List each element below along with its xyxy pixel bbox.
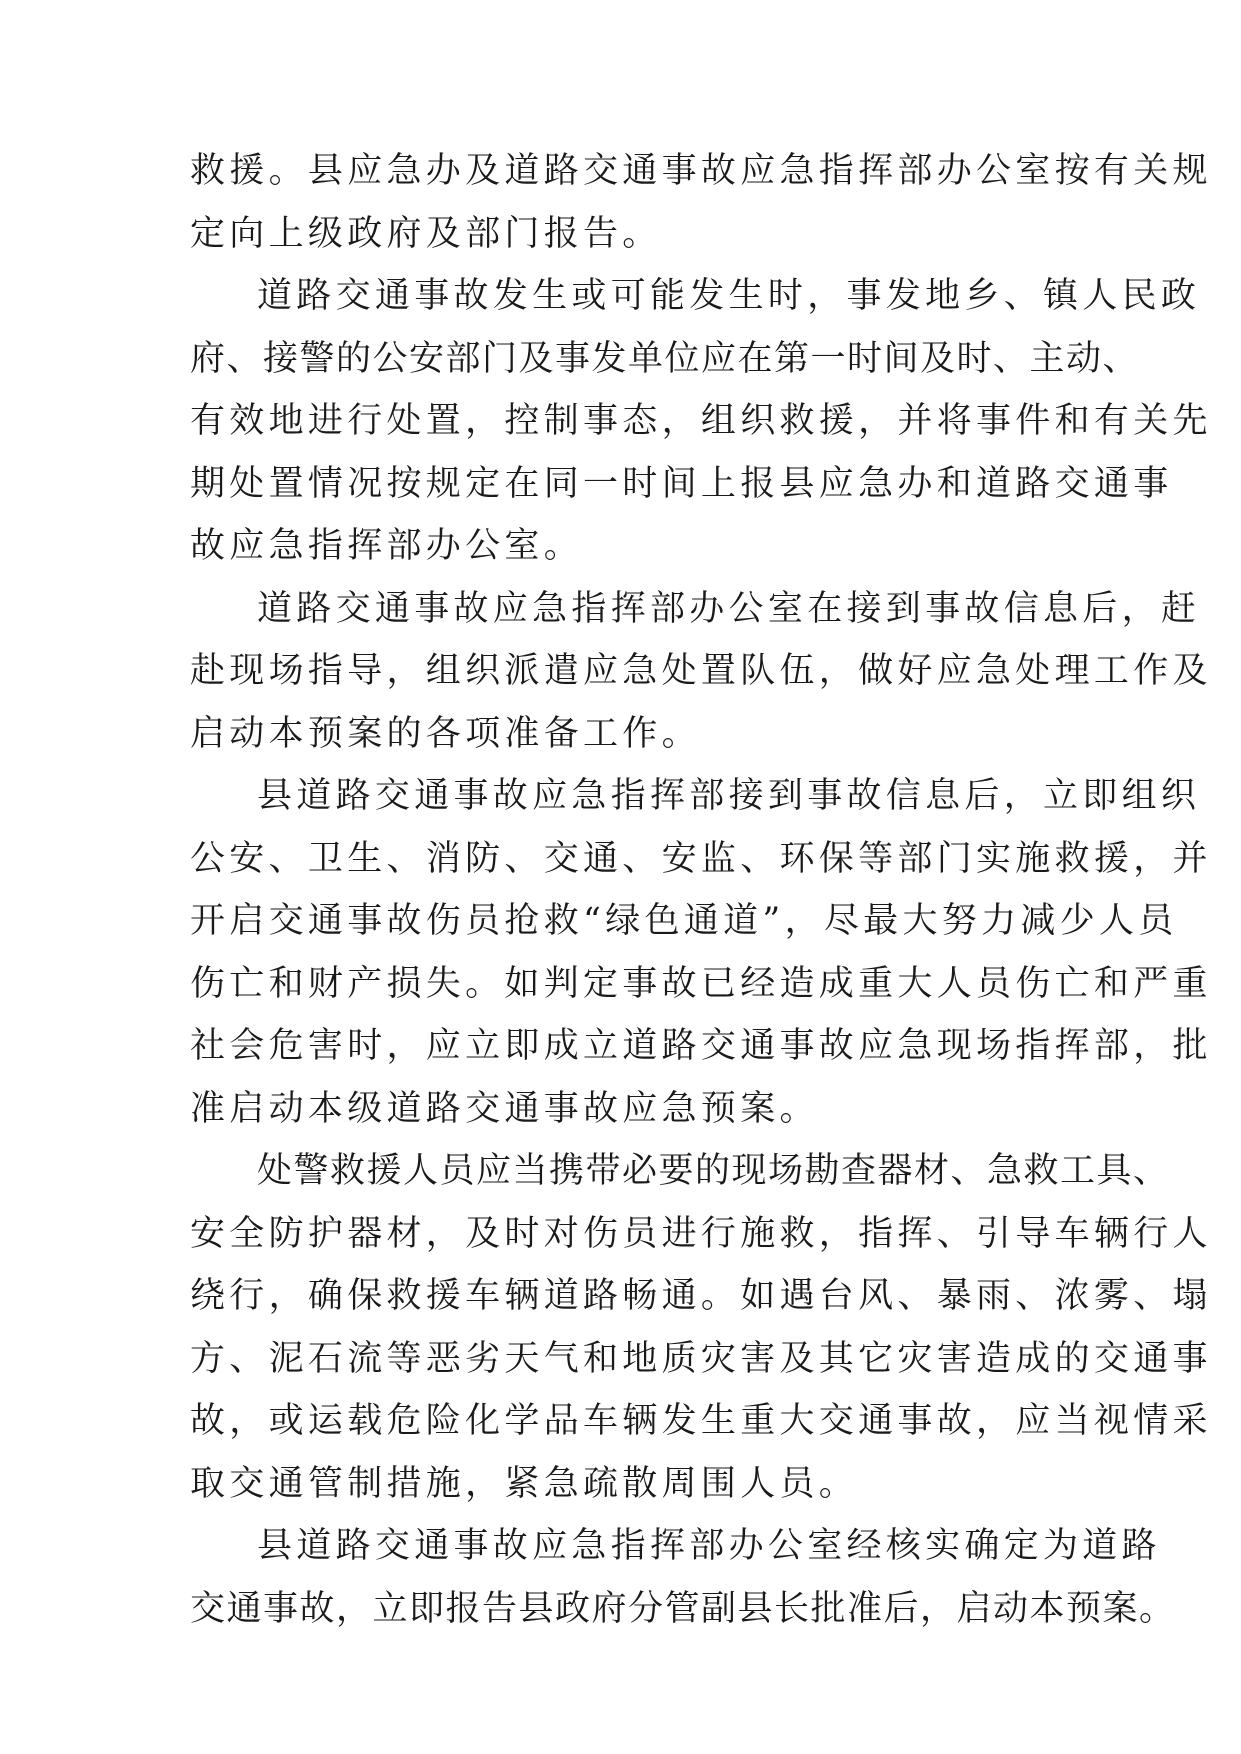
text-line: 期处置情况按规定在同一时间上报县应急办和道路交通事 [190,463,1173,504]
text-line: 开启交通事故伤员抢救“绿色通道”，尽最大努力减少人员 [190,901,1178,941]
text-line: 定向上级政府及部门报告。 [190,213,662,254]
text-line: 伤亡和财产损失。如判定事故已经造成重大人员伤亡和严重 [190,963,1212,1004]
text-line: 处警救援人员应当携带必要的现场勘查器材、急救工具、 [257,1151,1170,1191]
text-line: 道路交通事故发生或可能发生时，事发地乡、镇人民政 [257,276,1201,316]
text-line: 府、接警的公安部门及事发单位应在第一时间及时、主动、 [190,338,1140,379]
text-line: 有效地进行处置，控制事态，组织救援，并将事件和有关先 [190,401,1212,441]
paragraph [190,765,1212,1140]
text-line: 故应急指挥部办公室。 [190,526,584,566]
text-line: 救援。县应急办及道路交通事故应急指挥部办公室按有关规 [190,151,1212,191]
text-line: 道路交通事故应急指挥部办公室在接到事故信息后，赶 [257,588,1201,629]
text-line: 绕行，确保救援车辆道路畅通。如遇台风、暴雨、浓雾、塌 [190,1276,1212,1316]
text-line: 取交通管制措施，紧急疏散周围人员。 [190,1463,859,1504]
text-line: 故，或运载危险化学品车辆发生重大交通事故，应当视情采 [190,1401,1212,1441]
text-line: 交通事故，立即报告县政府分管副县长批准后，启动本预案。 [190,1588,1176,1629]
text-line: 社会危害时，应立即成立道路交通事故应急现场指挥部，批 [190,1026,1212,1066]
paragraph [190,140,1212,265]
text-line: 启动本预案的各项准备工作。 [190,713,701,754]
text-line: 县道路交通事故应急指挥部接到事故信息后，立即组织 [257,776,1201,816]
text-line: 方、泥石流等恶劣天气和地质灾害及其它灾害造成的交通事 [190,1338,1212,1379]
text-line: 县道路交通事故应急指挥部办公室经核实确定为道路 [257,1526,1161,1566]
text-line: 赴现场指导，组织派遣应急处置队伍，做好应急处理工作及 [190,651,1212,691]
text-line: 准启动本级道路交通事故应急预案。 [190,1088,819,1129]
text-line: 安全防护器材，及时对伤员进行施救，指挥、引导车辆行人 [190,1213,1212,1254]
body-text [190,140,1212,1640]
paragraph [190,265,1212,578]
paragraph [190,1515,1176,1640]
paragraph [190,578,1212,766]
text-line: 公安、卫生、消防、交通、安监、环保等部门实施救援，并 [190,838,1212,879]
paragraph [190,1140,1212,1515]
